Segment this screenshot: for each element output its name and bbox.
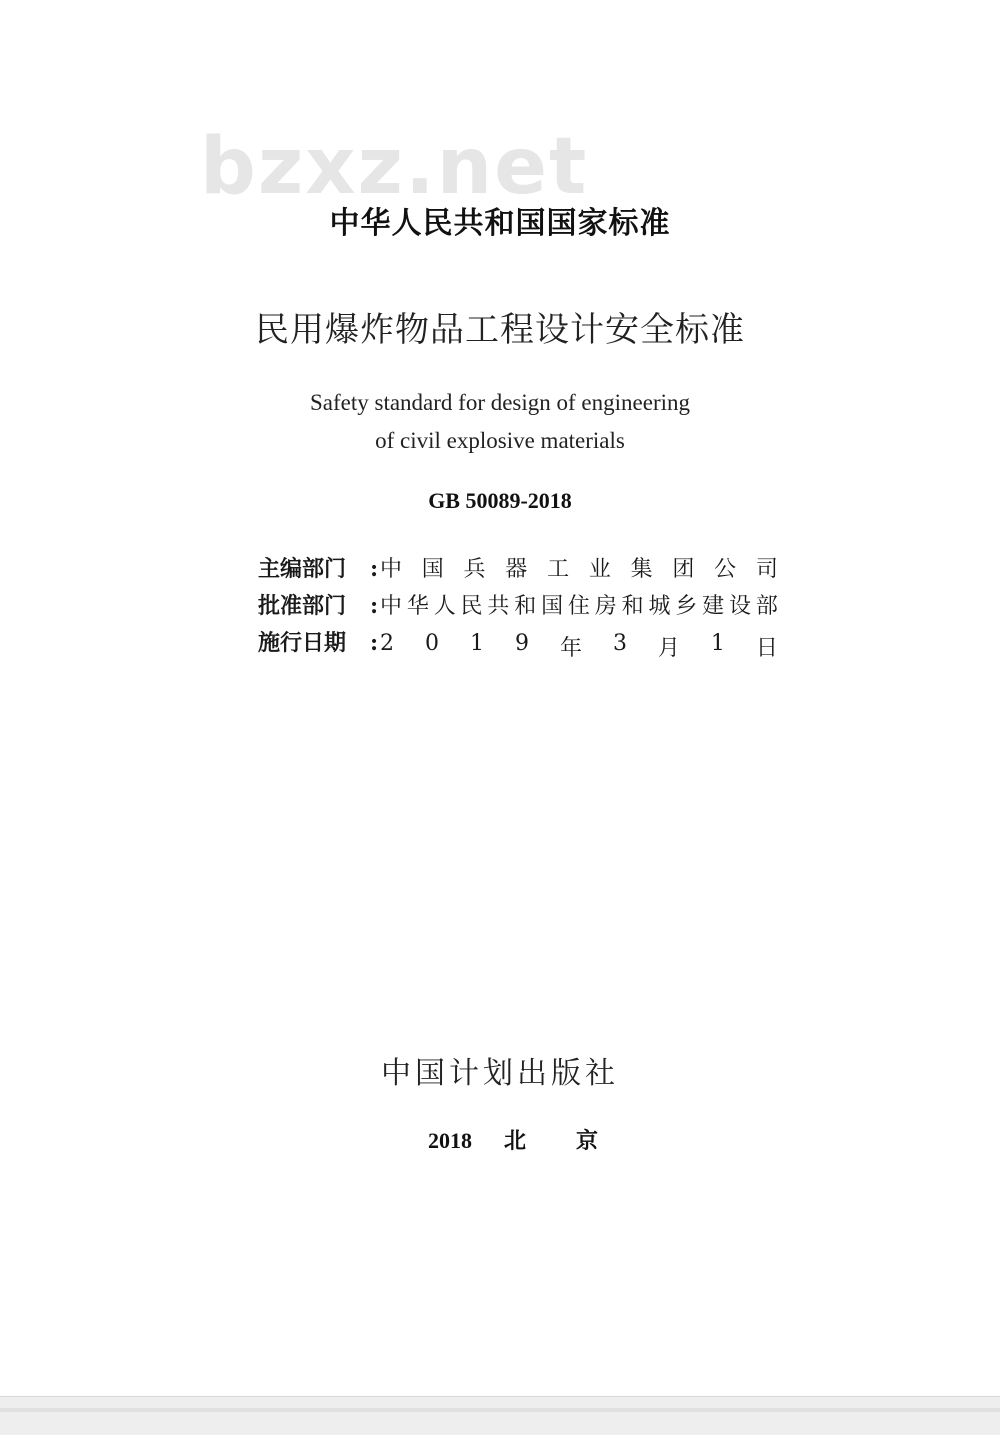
publication-city-char-1: 北 <box>504 1128 527 1153</box>
info-colon: : <box>370 593 379 619</box>
info-value-char: 国 <box>421 557 444 582</box>
info-value-char: 建 <box>702 594 725 619</box>
publication-year-place <box>428 1124 608 1155</box>
info-value-char: 中 <box>380 594 403 619</box>
info-value-char: 9 <box>514 631 529 656</box>
info-value-char: 部 <box>755 594 778 619</box>
viewer-bottom-bar <box>0 1396 1000 1435</box>
info-value-char: 2 <box>380 631 394 656</box>
info-value-char: 设 <box>728 594 751 619</box>
viewer-bottom-strip <box>0 1408 1000 1412</box>
info-row-chief-editor <box>258 552 778 589</box>
info-value-char: 3 <box>612 631 627 656</box>
info-value-char: 人 <box>433 594 456 619</box>
info-value-char: 共 <box>487 594 510 619</box>
info-value-char: 中 <box>380 557 403 582</box>
info-colon: : <box>370 630 379 656</box>
info-value-chief-editor <box>380 552 778 583</box>
info-value-char: 兵 <box>463 557 486 582</box>
info-value-char: 月 <box>657 636 680 661</box>
standard-number: GB 50089-2018 <box>428 488 572 513</box>
info-value-char: 器 <box>505 557 528 582</box>
info-value-approval <box>380 589 778 620</box>
info-row-approval <box>258 589 778 626</box>
national-standard-heading: 中华人民共和国国家标准 <box>329 206 671 241</box>
info-value-char: 房 <box>594 594 617 619</box>
info-label: 批准部门 <box>258 593 347 619</box>
info-value-char: 华 <box>406 594 429 619</box>
standard-info-block <box>258 552 778 663</box>
info-value-char: 国 <box>541 594 564 619</box>
info-value-char: 住 <box>567 594 590 619</box>
publication-city-char-2: 京 <box>576 1128 599 1153</box>
info-colon: : <box>370 556 379 582</box>
info-value-char: 1 <box>710 631 725 656</box>
info-value-effective-date <box>380 631 778 662</box>
info-value-char: 1 <box>469 631 484 656</box>
info-value-char: 民 <box>460 594 483 619</box>
info-value-char: 0 <box>424 631 439 656</box>
info-row-effective-date <box>258 626 778 663</box>
info-label: 施行日期 <box>258 630 347 656</box>
info-value-char: 城 <box>648 594 671 619</box>
info-value-char: 团 <box>672 557 695 582</box>
info-value-char: 公 <box>714 557 737 582</box>
info-value-char: 和 <box>514 594 537 619</box>
publisher-name: 中国计划出版社 <box>381 1056 619 1091</box>
info-value-char: 集 <box>630 557 653 582</box>
info-label: 主编部门 <box>258 556 347 582</box>
info-value-char: 和 <box>621 594 644 619</box>
info-value-char: 工 <box>547 557 570 582</box>
info-value-char: 年 <box>559 636 582 661</box>
title-chinese: 民用爆炸物品工程设计安全标准 <box>255 310 745 350</box>
title-english-line-2: of civil explosive materials <box>375 428 625 453</box>
info-value-char: 日 <box>755 636 778 661</box>
title-english <box>0 384 1000 460</box>
info-value-char: 乡 <box>675 594 698 619</box>
info-value-char: 司 <box>755 557 778 582</box>
watermark-logo: bzxz.net <box>200 122 589 212</box>
publication-year: 2018 <box>428 1128 472 1153</box>
title-english-line-1: Safety standard for design of engineering <box>309 390 691 415</box>
info-value-char: 业 <box>588 557 611 582</box>
